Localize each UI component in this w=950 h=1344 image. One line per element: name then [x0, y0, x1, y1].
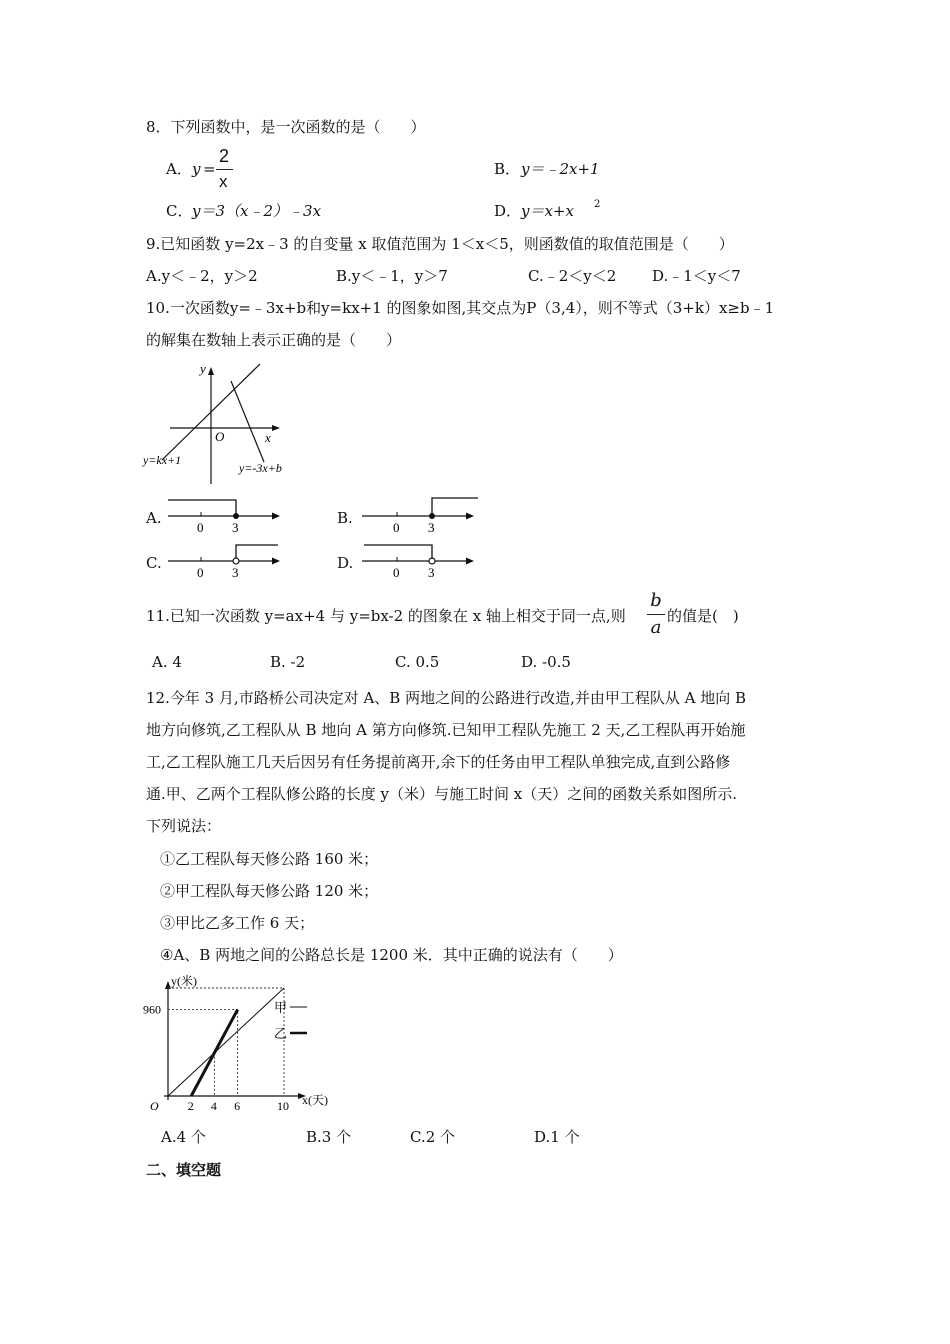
q11-fraction-numerator: b — [650, 590, 662, 611]
q10-graph-line-neg3x-plus-b — [231, 381, 264, 462]
q12-option-b: B.3 个 — [306, 1128, 352, 1146]
q8-stem: 8．下列函数中，是一次函数的是（ ） — [146, 118, 426, 136]
q10-option-a-zero: 0 — [197, 520, 204, 534]
q10-option-b-zero: 0 — [393, 520, 400, 534]
q11-option-b: B. -2 — [270, 653, 306, 671]
q12-chart-legend-jia-label: 甲 — [274, 1000, 288, 1015]
q12-stem-line-5: 下列说法： — [146, 817, 222, 835]
q10-stem-line2: 的解集在数轴上表示正确的是（ ） — [146, 331, 402, 349]
q12-chart-origin-label: O — [150, 1099, 159, 1113]
q8-option-d-expression: y＝x+x — [521, 202, 574, 220]
q8-option-d-label: D． — [494, 202, 522, 220]
q10-graph-x-label: x — [265, 430, 271, 445]
q9-option-b: B.y＜﹣1，y＞7 — [336, 267, 448, 285]
q12-chart-y-label: y(米) — [171, 974, 197, 988]
q11-stem-after: 的值是( ) — [667, 607, 739, 625]
q8-option-b-label: B． — [494, 160, 521, 178]
q10-number-line-d — [358, 538, 482, 580]
q8-option-a-numerator: 2 — [219, 146, 230, 166]
q12-chart — [140, 972, 340, 1120]
q11-fraction-bar — [647, 614, 665, 615]
q10-option-b-closed-dot — [429, 513, 435, 519]
q10-stem-line1: 10.一次函数y=﹣3x+b和y=kx+1 的图象如图,其交点为P（3,4），则不等式（3+k）x≥b﹣1 — [146, 299, 775, 317]
q10-graph-y-label: y — [200, 361, 206, 376]
q10-option-c-label: C. — [146, 554, 162, 572]
q8-option-b-expression: y＝﹣2x+1 — [521, 160, 600, 178]
q12-statement-1: ①乙工程队每天修公路 160 米； — [160, 850, 379, 868]
q12-chart-series-yi — [191, 1010, 237, 1096]
q12-chart-x-tick-4: 4 — [210, 1099, 217, 1113]
q10-option-b-label: B. — [337, 509, 353, 527]
q11-fraction-denominator: a — [650, 617, 662, 638]
q10-option-a-label: A. — [146, 509, 162, 527]
q10-graph-x-arrow — [272, 425, 280, 431]
q10-graph-y-arrow — [208, 367, 214, 375]
q10-option-a-solution-ray — [168, 500, 236, 516]
q8-option-a-y: y — [192, 160, 201, 178]
q8-option-a-equals: = — [203, 160, 216, 178]
q10-number-line-c — [164, 538, 284, 580]
q8-option-a-fraction-bar — [216, 169, 233, 170]
q12-stem-line-1: 12.今年 3 月,市路桥公司决定对 A、B 两地之间的公路进行改造,并由甲工程队从 A 地向 B — [146, 689, 747, 707]
q12-stem-line-3: 工,乙工程队施工几天后因另有任务提前离开,余下的任务由甲工程队单独完成,直到公路修 — [146, 753, 731, 771]
q10-option-d-three: 3 — [428, 565, 435, 580]
q10-number-line-b — [358, 492, 482, 534]
q12-statement-2: ②甲工程队每天修公路 120 米； — [160, 882, 379, 900]
section-heading-fill-in: 二、填空题 — [146, 1161, 222, 1179]
q9-stem: 9.已知函数 y=2x﹣3 的自变量 x 取值范围为 1＜x＜5，则函数值的取值范围是（ ） — [146, 235, 734, 253]
q10-option-c-open-dot — [233, 558, 239, 564]
q12-chart-x-tick-2: 2 — [187, 1099, 194, 1113]
q12-chart-x-label: x(天) — [302, 1093, 328, 1107]
q9-option-c: C.﹣2＜y＜2 — [528, 267, 617, 285]
q10-option-a-closed-dot — [233, 513, 239, 519]
q12-option-c: C.2 个 — [410, 1128, 456, 1146]
q10-option-d-label: D. — [337, 554, 354, 572]
q12-chart-legend-yi-label: 乙 — [274, 1026, 288, 1041]
q10-number-line-a — [164, 492, 284, 534]
q10-graph — [140, 358, 300, 490]
q8-option-a-denominator: x — [219, 172, 228, 191]
q10-option-c-three: 3 — [232, 565, 239, 580]
q12-stem-line-4: 通.甲、乙两个工程队修公路的长度 y（米）与施工时间 x（天）之间的函数关系如图所示. — [146, 785, 738, 803]
q10-option-b-solution-ray — [432, 498, 478, 516]
q11-option-d: D. -0.5 — [521, 653, 571, 671]
q12-chart-guide-960 — [168, 1010, 238, 1096]
q12-statement-4: ④A、B 两地之间的公路总长是 1200 米．其中正确的说法有（ ） — [160, 946, 623, 964]
q12-option-a: A.4 个 — [161, 1128, 206, 1146]
q10-graph-line2-label: y=-3x+b — [239, 461, 282, 475]
q8-option-a-label: A． — [166, 160, 192, 178]
q10-graph-line1-label: y=kx+1 — [143, 453, 182, 467]
q12-option-d: D.1 个 — [534, 1128, 580, 1146]
q11-option-c: C. 0.5 — [395, 653, 440, 671]
q8-option-d-superscript: 2 — [594, 199, 601, 210]
q12-chart-x-tick-6: 6 — [234, 1099, 241, 1113]
q11-option-a: A. 4 — [152, 653, 182, 671]
q11-stem-before: 11.已知一次函数 y=ax+4 与 y=bx-2 的图象在 x 轴上相交于同一点,则 — [146, 607, 626, 625]
q10-option-c-zero: 0 — [197, 565, 204, 580]
q8-option-c-label: C． — [166, 202, 193, 220]
q12-chart-series-jia — [168, 988, 284, 1096]
q12-chart-legend — [274, 1000, 307, 1041]
q12-statement-3: ③甲比乙多工作 6 天； — [160, 914, 315, 932]
q12-chart-y-tick-960: 960 — [143, 1002, 161, 1017]
q9-option-d: D.﹣1＜y＜7 — [652, 267, 741, 285]
q10-option-c-solution-ray — [236, 545, 278, 558]
q10-option-b-three: 3 — [428, 520, 435, 534]
q10-graph-origin-label: O — [215, 429, 225, 444]
q12-chart-x-tick-10: 10 — [277, 1099, 289, 1113]
q10-option-a-three: 3 — [232, 520, 239, 534]
q10-option-d-zero: 0 — [393, 565, 400, 580]
q8-option-c-expression: y＝3（x﹣2）﹣3x — [192, 202, 322, 220]
q9-option-a: A.y＜﹣2，y＞2 — [146, 267, 258, 285]
q12-stem-line-2: 地方向修筑,乙工程队从 B 地向 A 第方向修筑.已知甲工程队先施工 2 天,乙工程队再开始施 — [146, 721, 746, 739]
q10-option-d-open-dot — [429, 558, 435, 564]
q10-option-d-solution-ray — [364, 545, 432, 558]
